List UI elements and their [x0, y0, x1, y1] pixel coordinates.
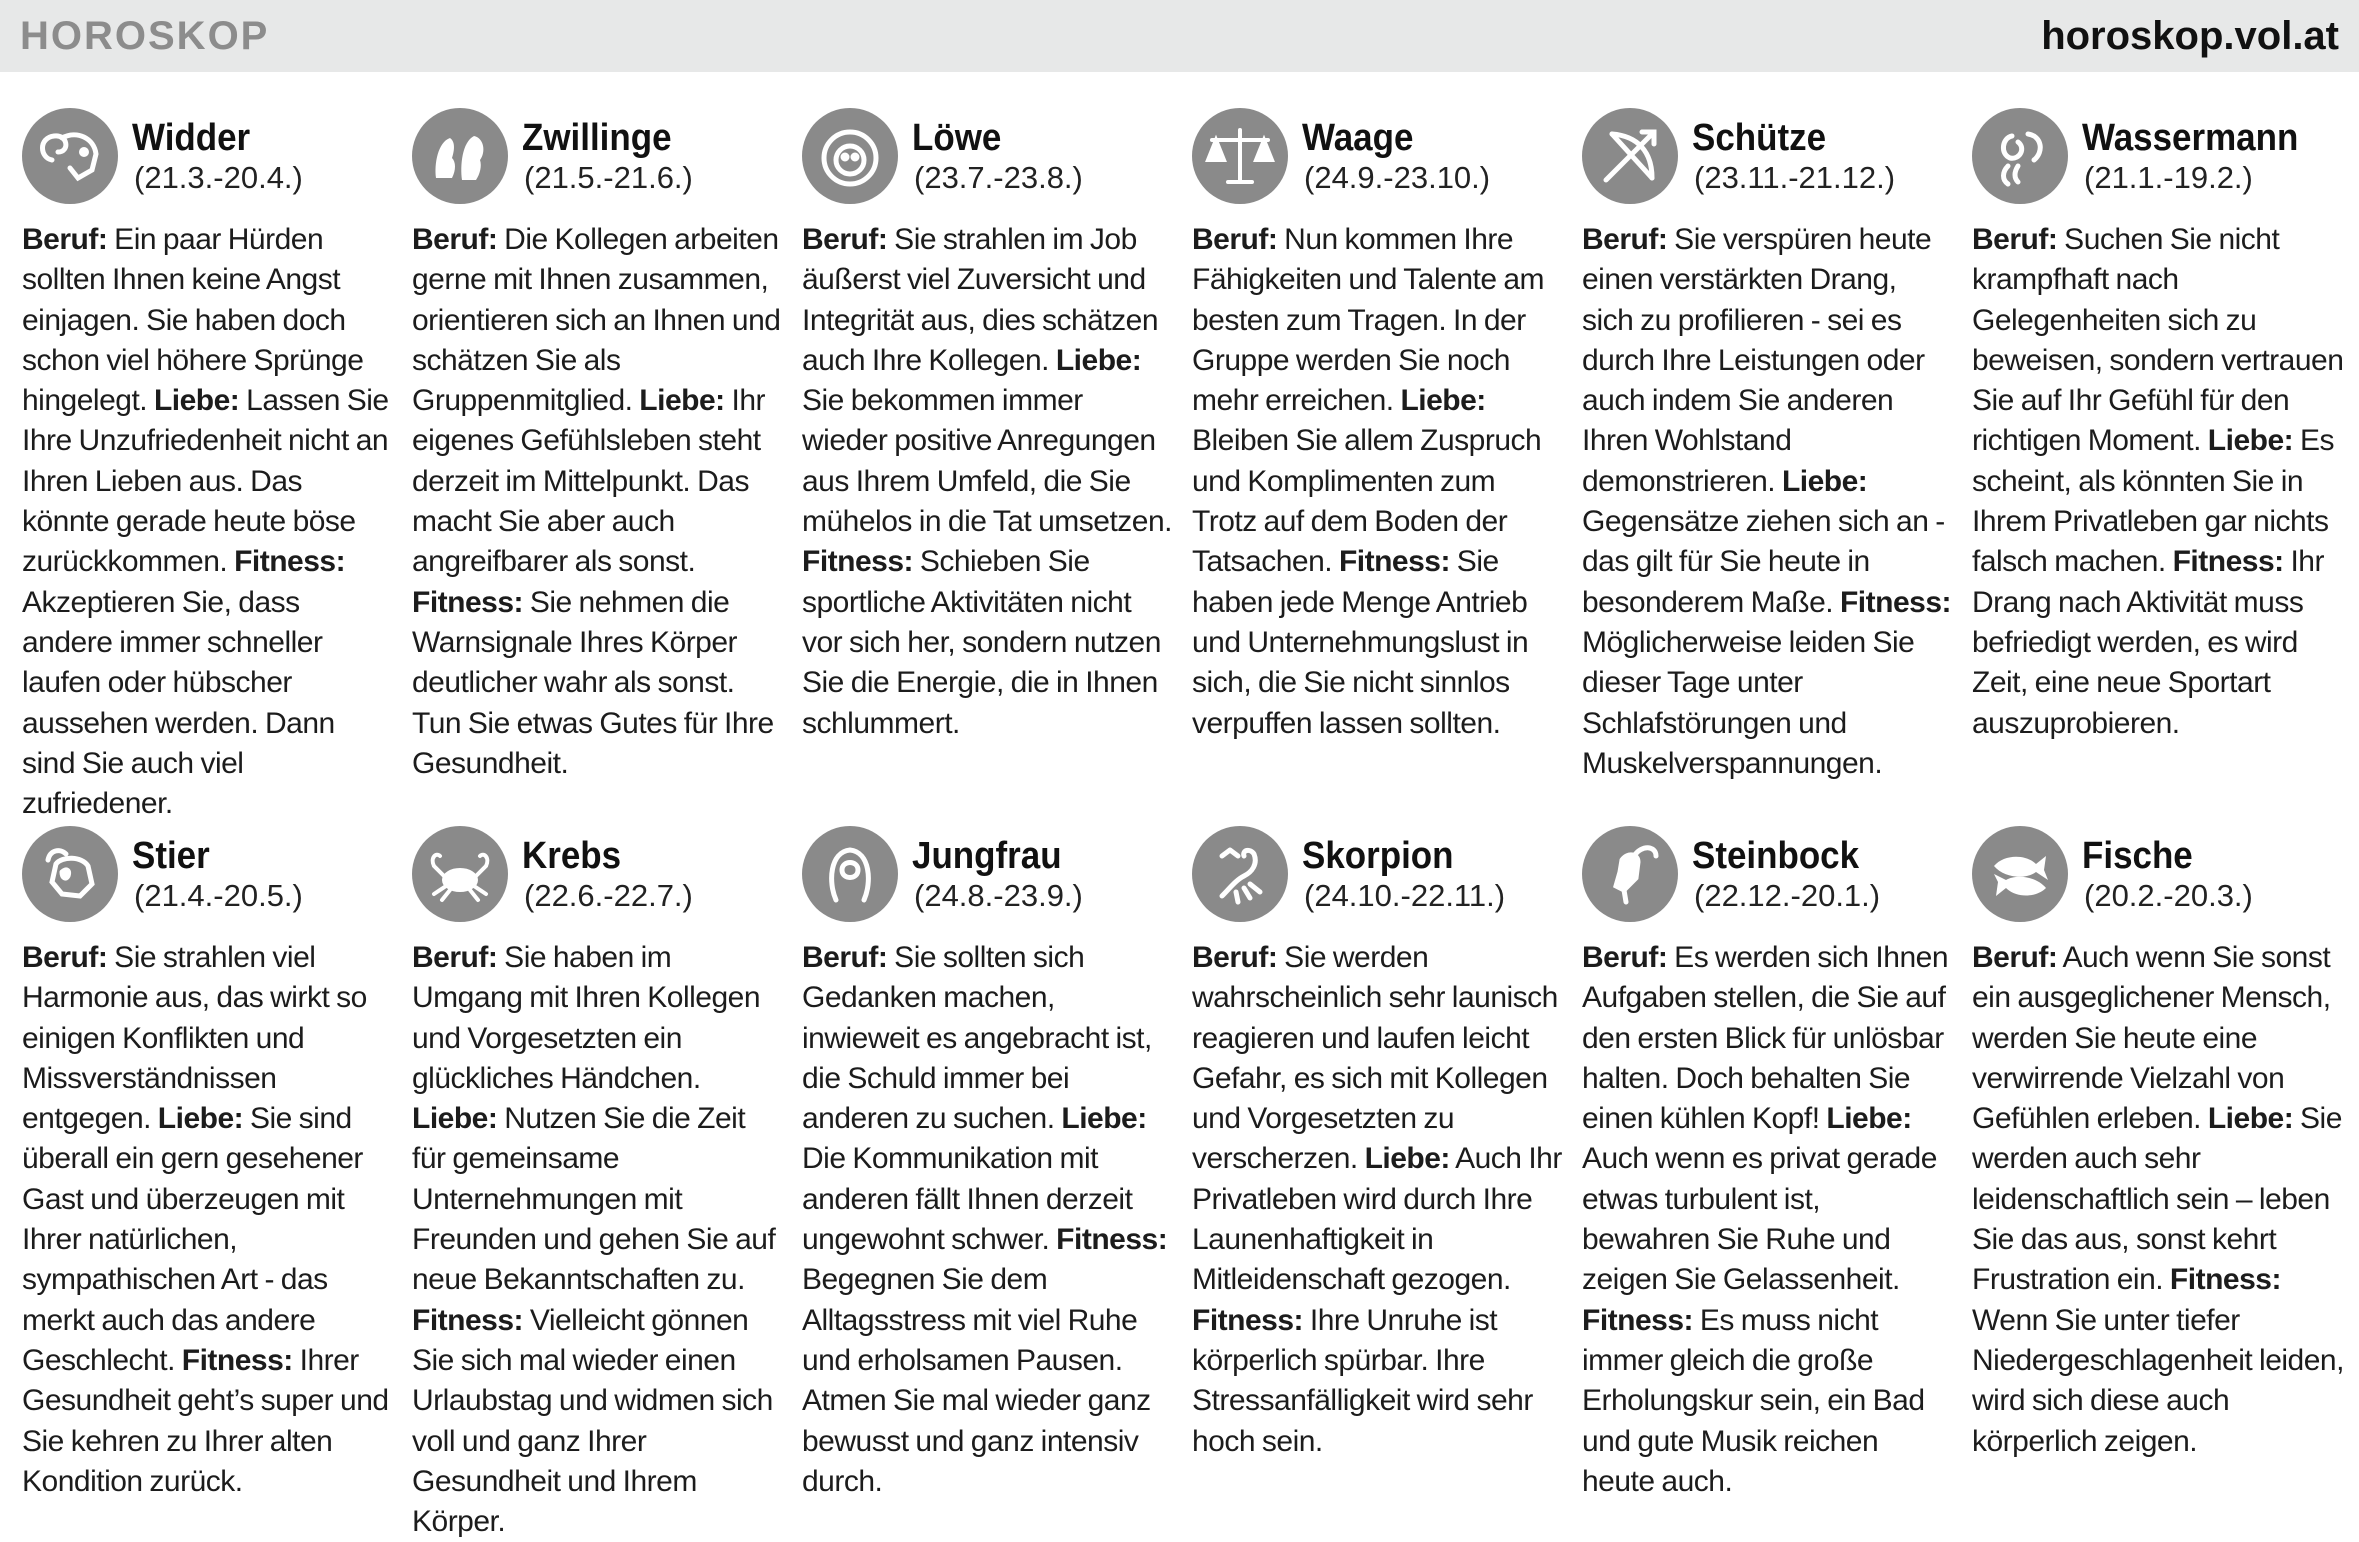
sign-skorpion [1192, 826, 1564, 1518]
sign-wassermann [1972, 108, 2344, 826]
label-beruf: Beruf: [22, 941, 108, 974]
sign-text [802, 938, 1174, 1502]
sign-widder [22, 108, 394, 826]
bull-icon [22, 826, 118, 922]
text-fitness: Wenn Sie unter tiefer Niedergeschlagenheit leiden, wird sich diese auch körperlich zeigen. [1972, 1303, 2344, 1458]
page-title: HOROSKOP [20, 13, 270, 58]
label-liebe: Liebe: [1364, 1142, 1450, 1176]
text-fitness: Ihre Unruhe ist körperlich spürbar. Ihre Stressanfälligkeit wird sehr hoch sein. [1192, 1303, 1533, 1458]
text-liebe: Sie werden auch sehr leidenschaftlich sein – leben Sie das aus, sonst kehrt Frustration ein. [1972, 1102, 2342, 1297]
sign-dates: (24.9.-23.10.) [1304, 160, 1491, 195]
text-fitness: Vielleicht gönnen Sie sich mal wieder einen Urlaubstag und widmen sich voll und ganz Ihrer Gesundheit und Ihrem Körper. [412, 1303, 773, 1539]
sign-zwillinge [412, 108, 784, 826]
sign-dates: (23.7.-23.8.) [914, 160, 1083, 195]
label-beruf: Beruf: [22, 223, 108, 256]
text-liebe: Die Kommunikation mit anderen fällt Ihnen derzeit ungewohnt schwer. [802, 1142, 1133, 1257]
label-beruf: Beruf: [412, 223, 498, 256]
sign-text [412, 938, 784, 1542]
text-fitness: Ihrer Gesundheit geht’s super und Sie kehren zu Ihrer alten Kondition zurück. [22, 1343, 389, 1498]
site-link[interactable]: horoskop.vol.at [2041, 13, 2339, 58]
water-bearer-icon [1972, 108, 2068, 204]
text-liebe: Lassen Sie Ihre Unzufriedenheit nicht an Ihren Lieben aus. Das könnte gerade heute böse zurückkommen. [22, 384, 389, 579]
sign-name: Waage [1302, 117, 1414, 159]
text-liebe: Gegensätze ziehen sich an - das gilt für Sie heute in besonderem Maße. [1582, 505, 1945, 619]
sign-dates: (21.4.-20.5.) [134, 878, 303, 913]
fish-icon [1972, 826, 2068, 922]
label-fitness: Fitness: [1839, 585, 1951, 619]
label-liebe: Liebe: [153, 384, 240, 418]
scorpion-icon [1192, 826, 1288, 922]
sign-dates: (21.3.-20.4.) [134, 160, 303, 195]
sign-name: Steinbock [1692, 835, 1860, 877]
text-beruf: Suchen Sie nicht krampfhaft nach Gelegenheiten sich zu beweisen, sondern vertrauen Sie auf Ihr Gefühl für den richtigen Moment. [1972, 223, 2344, 458]
sign-text [1582, 220, 1954, 784]
sign-jungfrau [802, 826, 1174, 1518]
text-liebe: Ihr eigenes Gefühlsleben steht derzeit im Mittelpunkt. Das macht Sie aber auch angreifbarer als sonst. [412, 384, 766, 579]
sign-dates: (23.11.-21.12.) [1694, 160, 1896, 195]
label-liebe: Liebe: [2207, 424, 2294, 458]
label-fitness: Fitness: [802, 545, 914, 579]
header-bar [0, 0, 2359, 72]
crab-icon [412, 826, 508, 922]
text-liebe: Bleiben Sie allem Zuspruch und Komplimenten zum Trotz auf dem Boden der Tatsachen. [1192, 424, 1542, 579]
label-fitness: Fitness: [412, 1303, 524, 1337]
label-beruf: Beruf: [1972, 223, 2058, 256]
sign-name: Schütze [1692, 117, 1827, 159]
label-fitness: Fitness: [412, 585, 524, 619]
text-beruf: Sie sollten sich Gedanken machen, inwieweit es angebracht ist, die Schuld immer bei anderen zu suchen. [802, 941, 1152, 1136]
text-fitness: Möglicherweise leiden Sie dieser Tage unter Schlafstörungen und Muskelverspannungen. [1582, 625, 1915, 780]
sign-name: Zwillinge [522, 117, 672, 159]
sign-fische [1972, 826, 2344, 1518]
text-liebe: Nutzen Sie die Zeit für gemeinsame Unternehmungen mit Freunden und gehen Sie auf neue Bekanntschaften zu. [412, 1102, 776, 1297]
text-fitness: Es muss nicht immer gleich die große Erholungskur sein, ein Bad und gute Musik reichen heute auch. [1582, 1303, 1925, 1498]
text-fitness: Akzeptieren Sie, dass andere immer schneller laufen oder hübscher aussehen werden. Dann sind Sie auch viel zufriedener. [22, 585, 335, 821]
sign-dates: (22.6.-22.7.) [524, 878, 693, 913]
sign-text [1192, 938, 1564, 1462]
text-beruf: Sie strahlen viel Harmonie aus, das wirkt so einigen Konflikten und Missverständnissen entgegen. [22, 941, 367, 1136]
label-fitness: Fitness: [234, 545, 346, 579]
text-liebe: Es scheint, als könnten Sie in Ihrem Privatleben gar nichts falsch machen. [1972, 424, 2334, 579]
text-fitness: Sie nehmen die Warnsignale Ihres Körper deutlicher wahr als sonst. Tun Sie etwas Gutes für Ihre Gesundheit. [412, 585, 774, 780]
sign-name: Krebs [522, 835, 622, 877]
label-beruf: Beruf: [1192, 941, 1278, 974]
ram-icon [22, 108, 118, 204]
sign-name: Widder [132, 117, 251, 159]
archer-icon [1582, 108, 1678, 204]
text-liebe: Sie bekommen immer wieder positive Anregungen aus Ihrem Umfeld, die Sie mühelos in die Tat umsetzen. [802, 384, 1172, 539]
label-liebe: Liebe: [157, 1102, 244, 1136]
sign-dates: (24.8.-23.9.) [914, 878, 1083, 913]
sign-dates: (20.2.-20.3.) [2084, 878, 2253, 913]
label-beruf: Beruf: [1192, 223, 1278, 256]
sign-text [802, 220, 1174, 744]
sign-text [412, 220, 784, 784]
label-fitness: Fitness: [2172, 545, 2284, 579]
label-liebe: Liebe: [412, 1102, 498, 1136]
label-fitness: Fitness: [1192, 1303, 1304, 1337]
label-liebe: Liebe: [1055, 343, 1142, 377]
text-beruf: Sie werden wahrscheinlich sehr launisch reagieren und laufen leicht Gefahr, es sich mit Kollegen und Vorgesetzten zu verscherzen. [1192, 941, 1558, 1176]
sign-stier [22, 826, 394, 1518]
text-beruf: Sie haben im Umgang mit Ihren Kollegen und Vorgesetzten ein glückliches Händchen. [412, 941, 761, 1095]
lion-icon [802, 108, 898, 204]
label-liebe: Liebe: [1061, 1102, 1147, 1136]
sign-name: Löwe [912, 117, 1002, 159]
text-liebe: Auch Ihr Privatleben wird durch Ihre Launenhaftigkeit in Mitleidenschaft gezogen. [1192, 1142, 1562, 1297]
sign-krebs [412, 826, 784, 1539]
sign-dates: (21.1.-19.2.) [2084, 160, 2253, 195]
text-beruf: Nun kommen Ihre Fähigkeiten und Talente am besten zum Tragen. In der Gruppe werden Sie noch mehr erreichen. [1192, 223, 1545, 418]
text-fitness: Schieben Sie sportliche Aktivitäten nicht vor sich her, sondern nutzen Sie die Energie, die in Ihnen schlummert. [802, 545, 1161, 740]
text-fitness: Begegnen Sie dem Alltagsstress mit viel Ruhe und erholsamen Pausen. Atmen Sie mal wieder ganz bewusst und ganz intensiv durch. [802, 1263, 1151, 1498]
sign-waage [1192, 108, 1564, 826]
text-beruf: Sie strahlen im Job äußerst viel Zuversicht und Integrität aus, dies schätzen auch Ihre Kollegen. [802, 223, 1159, 377]
sign-loewe [802, 108, 1174, 826]
label-beruf: Beruf: [1582, 223, 1668, 256]
text-liebe: Sie sind überall ein gern gesehener Gast und überzeugen mit Ihrer natürlichen, sympathischen Art - das merkt auch das andere Geschlecht. [22, 1102, 363, 1377]
scales-icon [1192, 108, 1288, 204]
text-beruf: Ein paar Hürden sollten Ihnen keine Angst einjagen. Sie haben doch schon viel höhere Sprünge hingelegt. [22, 223, 364, 418]
label-liebe: Liebe: [1826, 1102, 1912, 1136]
text-beruf: Sie verspüren heute einen verstärkten Drang, sich zu profilieren - sei es durch Ihre Leistungen oder auch indem Sie anderen Ihren Wohlstand demonstrieren. [1582, 223, 1932, 498]
label-liebe: Liebe: [2207, 1102, 2294, 1136]
sign-name: Wassermann [2082, 117, 2299, 159]
sign-text [1192, 220, 1564, 744]
sign-name: Fische [2082, 835, 2193, 877]
label-fitness: Fitness: [1582, 1303, 1694, 1337]
virgin-icon [802, 826, 898, 922]
label-beruf: Beruf: [802, 223, 888, 256]
label-fitness: Fitness: [1056, 1223, 1168, 1257]
sign-text [1582, 938, 1954, 1502]
text-fitness: Sie haben jede Menge Antrieb und Unternehmungslust in sich, die Sie nicht sinnlos verpuffen lassen sollten. [1192, 545, 1529, 740]
twins-icon [412, 108, 508, 204]
goat-icon [1582, 826, 1678, 922]
sign-schuetze [1582, 108, 1954, 826]
label-beruf: Beruf: [802, 941, 888, 974]
text-beruf: Es werden sich Ihnen Aufgaben stellen, die Sie auf den ersten Blick für unlösbar halten. Doch behalten Sie einen kühlen Kopf! [1582, 941, 1949, 1136]
text-liebe: Auch wenn es privat gerade etwas turbulent ist, bewahren Sie Ruhe und zeigen Sie Gelassenheit. [1582, 1142, 1937, 1297]
sign-dates: (22.12.-20.1.) [1694, 878, 1881, 913]
label-liebe: Liebe: [639, 384, 725, 418]
label-liebe: Liebe: [1781, 464, 1868, 498]
sign-text [22, 220, 394, 824]
label-liebe: Liebe: [1400, 384, 1486, 418]
label-fitness: Fitness: [1338, 545, 1450, 579]
horoscope-grid [22, 108, 2344, 1539]
label-fitness: Fitness: [181, 1343, 293, 1377]
label-beruf: Beruf: [412, 941, 498, 974]
sign-name: Skorpion [1302, 835, 1454, 877]
sign-name: Stier [132, 835, 210, 877]
sign-text [22, 938, 394, 1502]
label-fitness: Fitness: [2169, 1263, 2281, 1297]
text-fitness: Ihr Drang nach Aktivität muss befriedigt werden, es wird Zeit, eine neue Sportart auszuprobieren. [1972, 545, 2324, 740]
sign-dates: (24.10.-22.11.) [1304, 878, 1506, 913]
text-beruf: Die Kollegen arbeiten gerne mit Ihnen zusammen, orientieren sich an Ihnen und schätzen Sie als Gruppenmitglied. [412, 223, 781, 418]
sign-text [1972, 220, 2344, 744]
label-beruf: Beruf: [1582, 941, 1668, 974]
text-beruf: Auch wenn Sie sonst ein ausgeglichener Mensch, werden Sie heute eine verwirrende Vielzahl von Gefühlen erleben. [1972, 941, 2331, 1136]
sign-text [1972, 938, 2344, 1462]
label-beruf: Beruf: [1972, 941, 2058, 974]
sign-dates: (21.5.-21.6.) [524, 160, 693, 195]
sign-name: Jungfrau [912, 835, 1062, 877]
sign-steinbock [1582, 826, 1954, 1518]
